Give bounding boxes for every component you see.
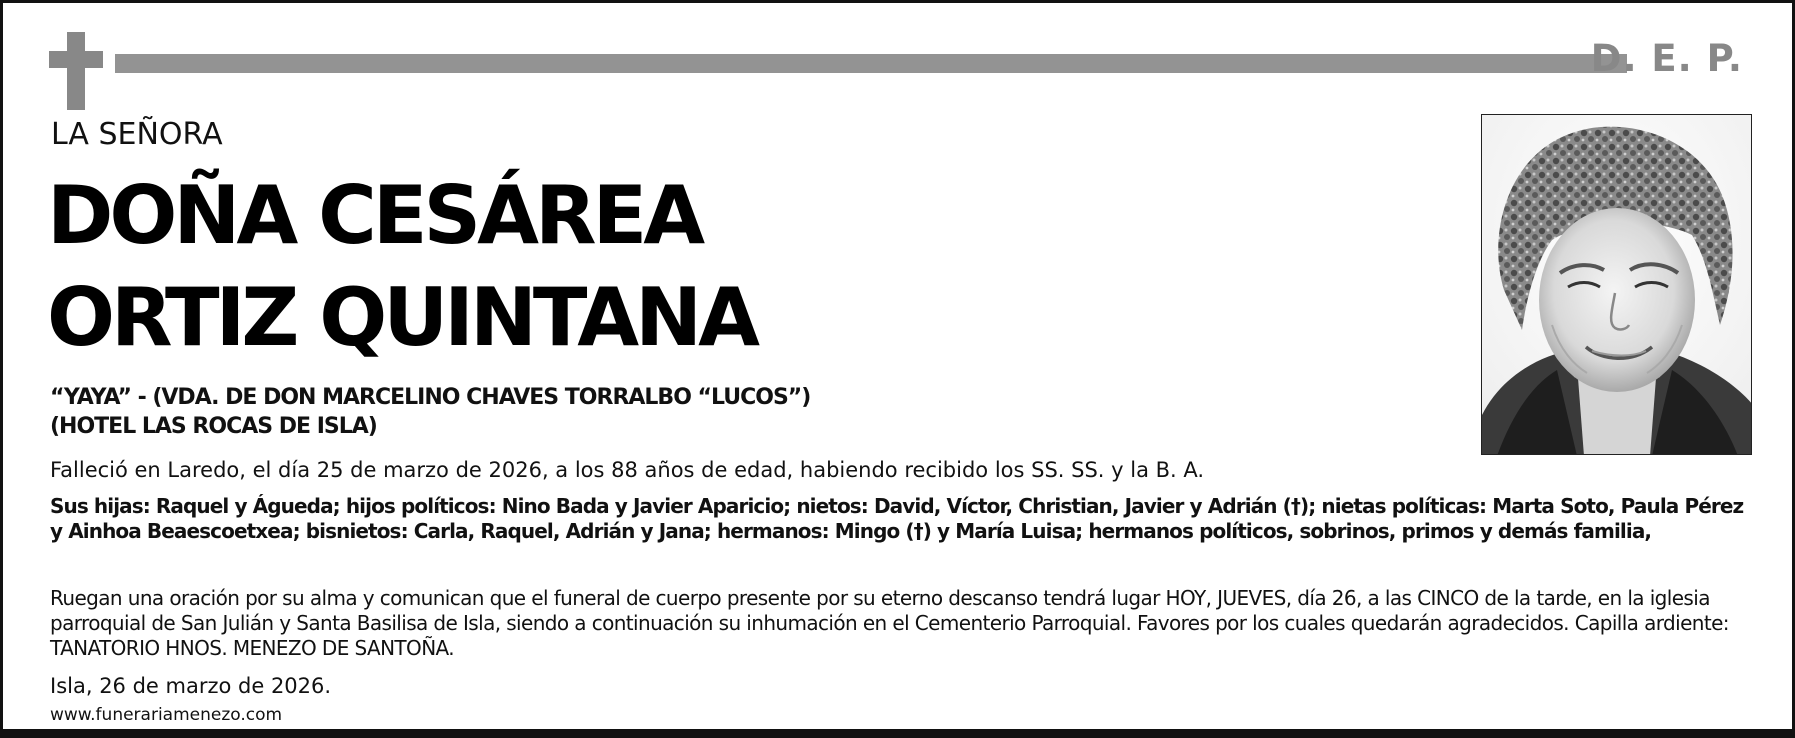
cross-icon [49,32,103,110]
alias-line-2: (HOTEL LAS ROCAS DE ISLA) [50,414,377,439]
place-date: Isla, 26 de marzo de 2026. [50,674,332,698]
portrait-photo-icon [1481,114,1752,455]
name-line-2: ORTIZ QUINTANA [47,271,757,364]
name-line-1: DOÑA CESÁREA [47,169,702,262]
deceased-name [47,165,756,369]
dep-label: D. E. P. [1590,37,1743,80]
website-link[interactable]: www.funerariamenezo.com [50,705,283,725]
intro-label: LA SEÑORA [51,117,223,152]
funeral-announcement: Ruegan una oración por su alma y comunican que el funeral de cuerpo presente por su eterno descanso tendrá lugar HOY, JUEVES, día 26, a las CINCO de la tarde, en la iglesia parroquial de San Julián y Santa Basilisa de Isla, siendo a continuación su inhumación en el Cementerio Parroquial. Favores por los cuales quedarán agradecidos. Capilla ardiente: TANATORIO HNOS. MENEZO DE SANTOÑA. [50,586,1729,660]
alias-block [50,383,810,441]
family-list: Sus hijas: Raquel y Águeda; hijos políticos: Nino Bada y Javier Aparicio; nietos: David, Víctor, Christian, Javier y Adrián (†); nietas políticas: Marta Soto, Paula Pérez y Ainhoa Beaescoetxea; bisnietos: Carla, Raquel, Adrián y Jana; hermanos: Mingo (†) y María Luisa; hermanos políticos, sobrinos, primos y demás familia, [50,494,1744,543]
header-bar [115,54,1627,73]
alias-line-1: “YAYA” - (VDA. DE DON MARCELINO CHAVES TORRALBO “LUCOS”) [50,385,811,410]
deceased-details: Falleció en Laredo, el día 25 de marzo de 2026, a los 88 años de edad, habiendo recibido los SS. SS. y la B. A. [50,458,1205,482]
